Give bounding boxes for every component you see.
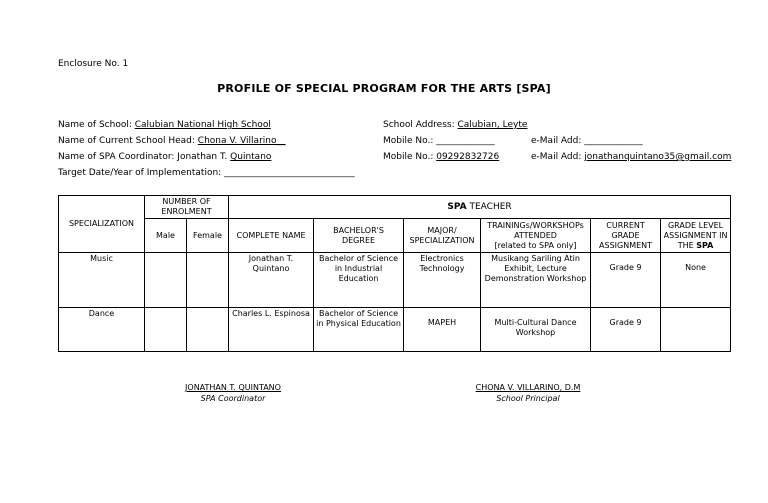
header-enrolment: NUMBER OF ENROLMENT: [145, 196, 229, 219]
signature-coordinator: [168, 382, 298, 404]
target-label: Target Date/Year of Implementation:: [58, 168, 222, 178]
target-blank: _____________________________: [224, 168, 355, 178]
header-trainings-main: TRAININGs/WORKSHOPs ATTENDED: [487, 220, 584, 240]
email-value-1: _____________: [584, 136, 643, 146]
cell-grade-level: None: [661, 253, 731, 308]
coordinator-first: Jonathan T.: [177, 152, 228, 162]
cell-male: [145, 253, 187, 308]
cell-complete-name: Charles L. Espinosa: [229, 308, 314, 352]
cell-female: [187, 253, 229, 308]
cell-trainings: Multi-Cultural Dance Workshop: [481, 308, 591, 352]
header-specialization: SPECIALIZATION: [59, 196, 145, 253]
principal-signature-role: School Principal: [496, 394, 560, 403]
cell-specialization: Dance: [59, 308, 145, 352]
cell-degree: Bachelor of Science in Physical Education: [314, 308, 404, 352]
principal-signature-name: CHONA V. VILLARINO, D.M: [475, 383, 581, 392]
cell-major: Electronics Technology: [404, 253, 481, 308]
header-grade-level-text: GRADE LEVEL ASSIGNMENT IN THE: [663, 220, 728, 250]
mobile-line-1: [383, 136, 495, 147]
cell-current-grade: Grade 9: [591, 308, 661, 352]
table-header-row-1: [59, 196, 731, 219]
address-value: Calubian, Leyte: [457, 120, 528, 130]
coordinator-signature-name: JONATHAN T. QUINTANO: [185, 383, 281, 392]
head-blank: __: [276, 136, 286, 146]
header-spa-teacher: [229, 196, 731, 219]
cell-trainings: Musikang Sariling Atin Exhibit, Lecture Demonstration Workshop: [481, 253, 591, 308]
email-label-2: e-Mail Add:: [531, 152, 582, 162]
email-value-2: jonathanquintano35@gmail.com: [584, 152, 732, 162]
school-name-line: [58, 120, 271, 131]
header-grade-level: [661, 219, 731, 253]
header-current-grade: CURRENT GRADE ASSIGNMENT: [591, 219, 661, 253]
school-label: Name of School:: [58, 120, 132, 130]
mobile-line-2: [383, 152, 499, 163]
enclosure-label: Enclosure No. 1: [58, 59, 129, 69]
coordinator-label: Name of SPA Coordinator:: [58, 152, 175, 162]
email-label-1: e-Mail Add:: [531, 136, 582, 146]
mobile-label-1: Mobile No.:: [383, 136, 434, 146]
header-spa-rest: TEACHER: [466, 202, 512, 212]
table-header-row-2: [59, 219, 731, 253]
header-female: Female: [187, 219, 229, 253]
coordinator-last: Quintano: [230, 152, 272, 162]
mobile-value-1: _____________: [436, 136, 495, 146]
header-grade-level-bold: SPA: [696, 240, 714, 250]
cell-female: [187, 308, 229, 352]
cell-specialization: Music: [59, 253, 145, 308]
header-spa-bold: SPA: [447, 202, 467, 212]
page-title: PROFILE OF SPECIAL PROGRAM FOR THE ARTS [SPA]: [217, 82, 551, 95]
head-name: Chona V. Villarino: [197, 136, 277, 146]
mobile-value-2: 09292832726: [436, 152, 500, 162]
header-trainings-sub: [related to SPA only]: [494, 240, 577, 250]
email-line-2: [531, 152, 731, 163]
cell-current-grade: Grade 9: [591, 253, 661, 308]
header-major: MAJOR/ SPECIALIZATION: [404, 219, 481, 253]
coordinator-signature-role: SPA Coordinator: [200, 394, 266, 403]
header-trainings: [481, 219, 591, 253]
header-complete-name: COMPLETE NAME: [229, 219, 314, 253]
coordinator-line: [58, 152, 271, 163]
email-line-1: [531, 136, 643, 147]
school-head-line: [58, 136, 285, 147]
cell-complete-name: Jonathan T. Quintano: [229, 253, 314, 308]
address-label: School Address:: [383, 120, 455, 130]
signature-principal: [458, 382, 598, 404]
header-degree: BACHELOR'S DEGREE: [314, 219, 404, 253]
header-male: Male: [145, 219, 187, 253]
table-row: [59, 308, 731, 352]
address-line: [383, 120, 527, 131]
spa-profile-table: [58, 195, 731, 352]
cell-degree: Bachelor of Science in Industrial Education: [314, 253, 404, 308]
cell-grade-level: [661, 308, 731, 352]
mobile-label-2: Mobile No.:: [383, 152, 434, 162]
cell-male: [145, 308, 187, 352]
head-label: Name of Current School Head:: [58, 136, 195, 146]
target-date-line: [58, 168, 355, 179]
head-value: [198, 136, 286, 146]
cell-major: MAPEH: [404, 308, 481, 352]
table-row: [59, 253, 731, 308]
school-value: Calubian National High School: [134, 120, 271, 130]
